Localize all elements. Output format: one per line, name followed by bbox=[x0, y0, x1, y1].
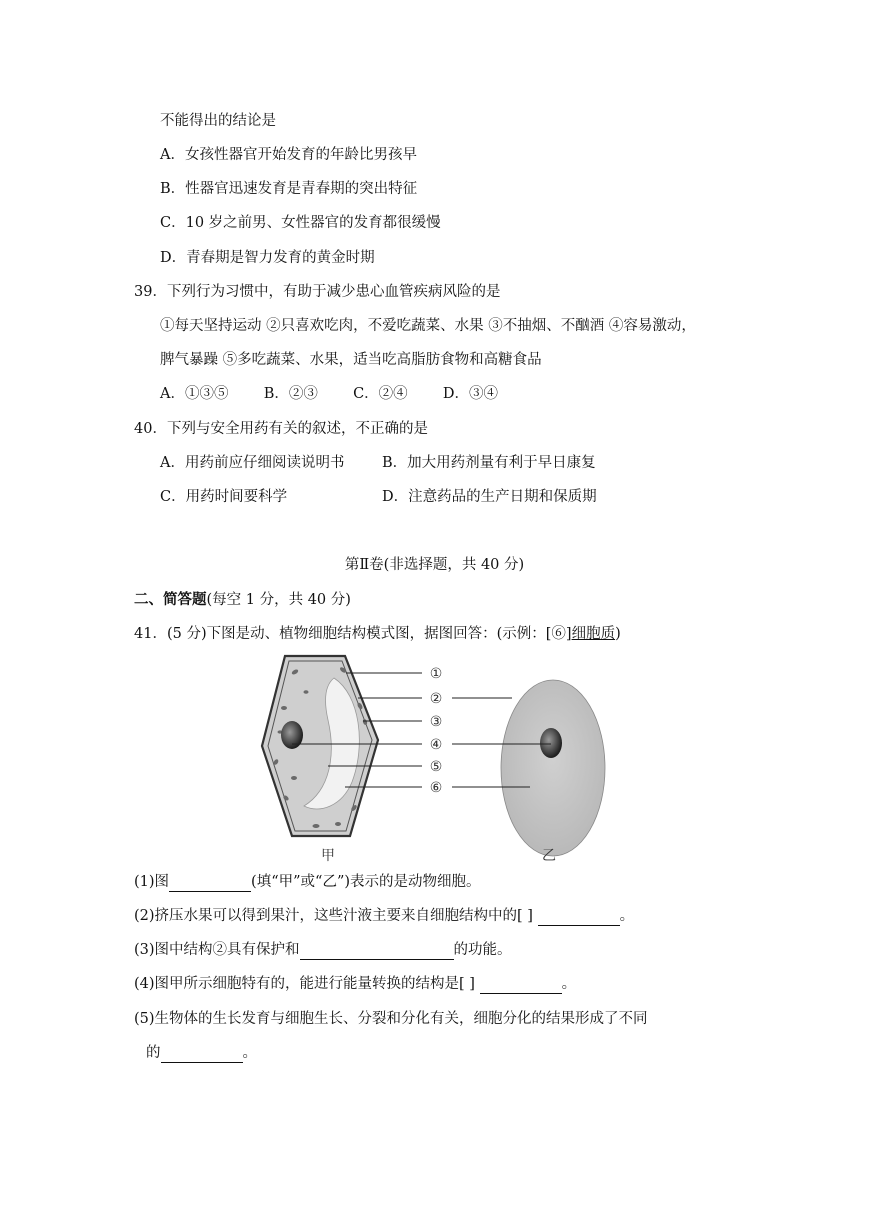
q38-option-b: B．性器官迅速发育是青春期的突出特征 bbox=[160, 181, 418, 197]
q40-option-b: B．加大用药剂量有利于早日康复 bbox=[382, 455, 596, 471]
q39-option-a: A．①③⑤ bbox=[160, 386, 229, 402]
q39-items-line1: ①每天坚持运动 ②只喜欢吃肉，不爱吃蔬菜、水果 ③不抽烟、不酗酒 ④容易激动， bbox=[160, 318, 696, 334]
q41-sub3 bbox=[134, 940, 512, 960]
animal-cell bbox=[501, 680, 605, 856]
q41-sub3-suffix: 的功能。 bbox=[453, 942, 512, 958]
q41-stem-text: 41．(5 分)下图是动、植物细胞结构模式图，据图回答：(示例：[⑥] bbox=[134, 626, 572, 642]
q40-option-a: A．用药前应仔细阅读说明书 bbox=[160, 455, 345, 471]
label-6: ⑥ bbox=[429, 780, 443, 796]
answer-blank-3[interactable] bbox=[300, 943, 454, 960]
q40-stem: 40．下列与安全用药有关的叙述，不正确的是 bbox=[134, 421, 428, 437]
q41-sub1-prefix: (1)图 bbox=[134, 874, 170, 890]
section-heading-rest: (每空 1 分，共 40 分) bbox=[206, 592, 351, 608]
q41-example-close: ) bbox=[615, 626, 621, 642]
answer-blank-1[interactable] bbox=[169, 875, 251, 892]
q41-sub5-line1: (5)生物体的生长发育与细胞生长、分裂和分化有关，细胞分化的结果形成了不同 bbox=[134, 1011, 648, 1027]
answer-blank-4[interactable] bbox=[480, 977, 562, 994]
q40-option-d: D．注意药品的生产日期和保质期 bbox=[382, 489, 597, 505]
q41-sub5-prefix: 的 bbox=[146, 1045, 161, 1061]
q38-option-c: C．10 岁之前男、女性器官的发育都很缓慢 bbox=[160, 215, 441, 231]
q41-sub2-suffix: 。 bbox=[619, 908, 635, 924]
section-heading-bold: 二、简答题 bbox=[134, 591, 207, 608]
plant-cell bbox=[262, 656, 378, 836]
q41-sub2 bbox=[134, 906, 634, 926]
q39-option-d: D．③④ bbox=[442, 386, 499, 402]
q38-option-a: A．女孩性器官开始发育的年龄比男孩早 bbox=[160, 147, 417, 163]
plant-nucleus bbox=[281, 721, 303, 749]
q39-option-c: C．②④ bbox=[353, 386, 408, 402]
q41-sub1 bbox=[134, 872, 481, 892]
q41-sub4-suffix: 。 bbox=[561, 976, 577, 992]
q38-stem-tail: 不能得出的结论是 bbox=[160, 113, 276, 129]
animal-membrane bbox=[501, 680, 605, 856]
section-heading bbox=[134, 590, 351, 610]
label-1: ① bbox=[429, 666, 443, 682]
q39-option-b: B．②③ bbox=[263, 386, 318, 402]
caption-left: 甲 bbox=[321, 848, 335, 864]
q41-sub1-suffix: (填“甲”或“乙”)表示的是动物细胞。 bbox=[251, 874, 481, 890]
label-4: ④ bbox=[429, 737, 443, 753]
section-title: 第Ⅱ卷(非选择题，共 40 分) bbox=[344, 557, 525, 573]
q41-sub4 bbox=[134, 974, 576, 994]
caption-right: 乙 bbox=[542, 848, 556, 864]
label-2: ② bbox=[429, 691, 443, 707]
answer-blank-2[interactable] bbox=[538, 909, 620, 926]
label-5: ⑤ bbox=[429, 759, 443, 775]
q41-sub2-prefix: (2)挤压水果可以得到果汁，这些汁液主要来自细胞结构中的[ ] bbox=[134, 908, 533, 924]
q41-sub4-prefix: (4)图甲所示细胞特有的，能进行能量转换的结构是[ ] bbox=[134, 976, 475, 992]
q41-stem bbox=[134, 624, 621, 644]
q41-sub3-prefix: (3)图中结构②具有保护和 bbox=[134, 942, 300, 958]
animal-nucleus bbox=[540, 728, 562, 758]
label-3: ③ bbox=[429, 714, 443, 730]
cell-diagram bbox=[250, 650, 610, 868]
answer-blank-5[interactable] bbox=[161, 1046, 243, 1063]
q39-stem: 39．下列行为习惯中，有助于减少患心血管疾病风险的是 bbox=[134, 284, 501, 300]
q39-options bbox=[160, 384, 498, 404]
q41-sub5-line2 bbox=[146, 1043, 257, 1063]
q39-items-line2: 脾气暴躁 ⑤多吃蔬菜、水果，适当吃高脂肪食物和高糖食品 bbox=[160, 352, 542, 368]
q40-option-c: C．用药时间要科学 bbox=[160, 489, 288, 505]
q41-example-term: 细胞质 bbox=[571, 626, 616, 642]
q41-sub5-suffix: 。 bbox=[242, 1045, 257, 1061]
q38-option-d: D．青春期是智力发育的黄金时期 bbox=[160, 250, 375, 266]
